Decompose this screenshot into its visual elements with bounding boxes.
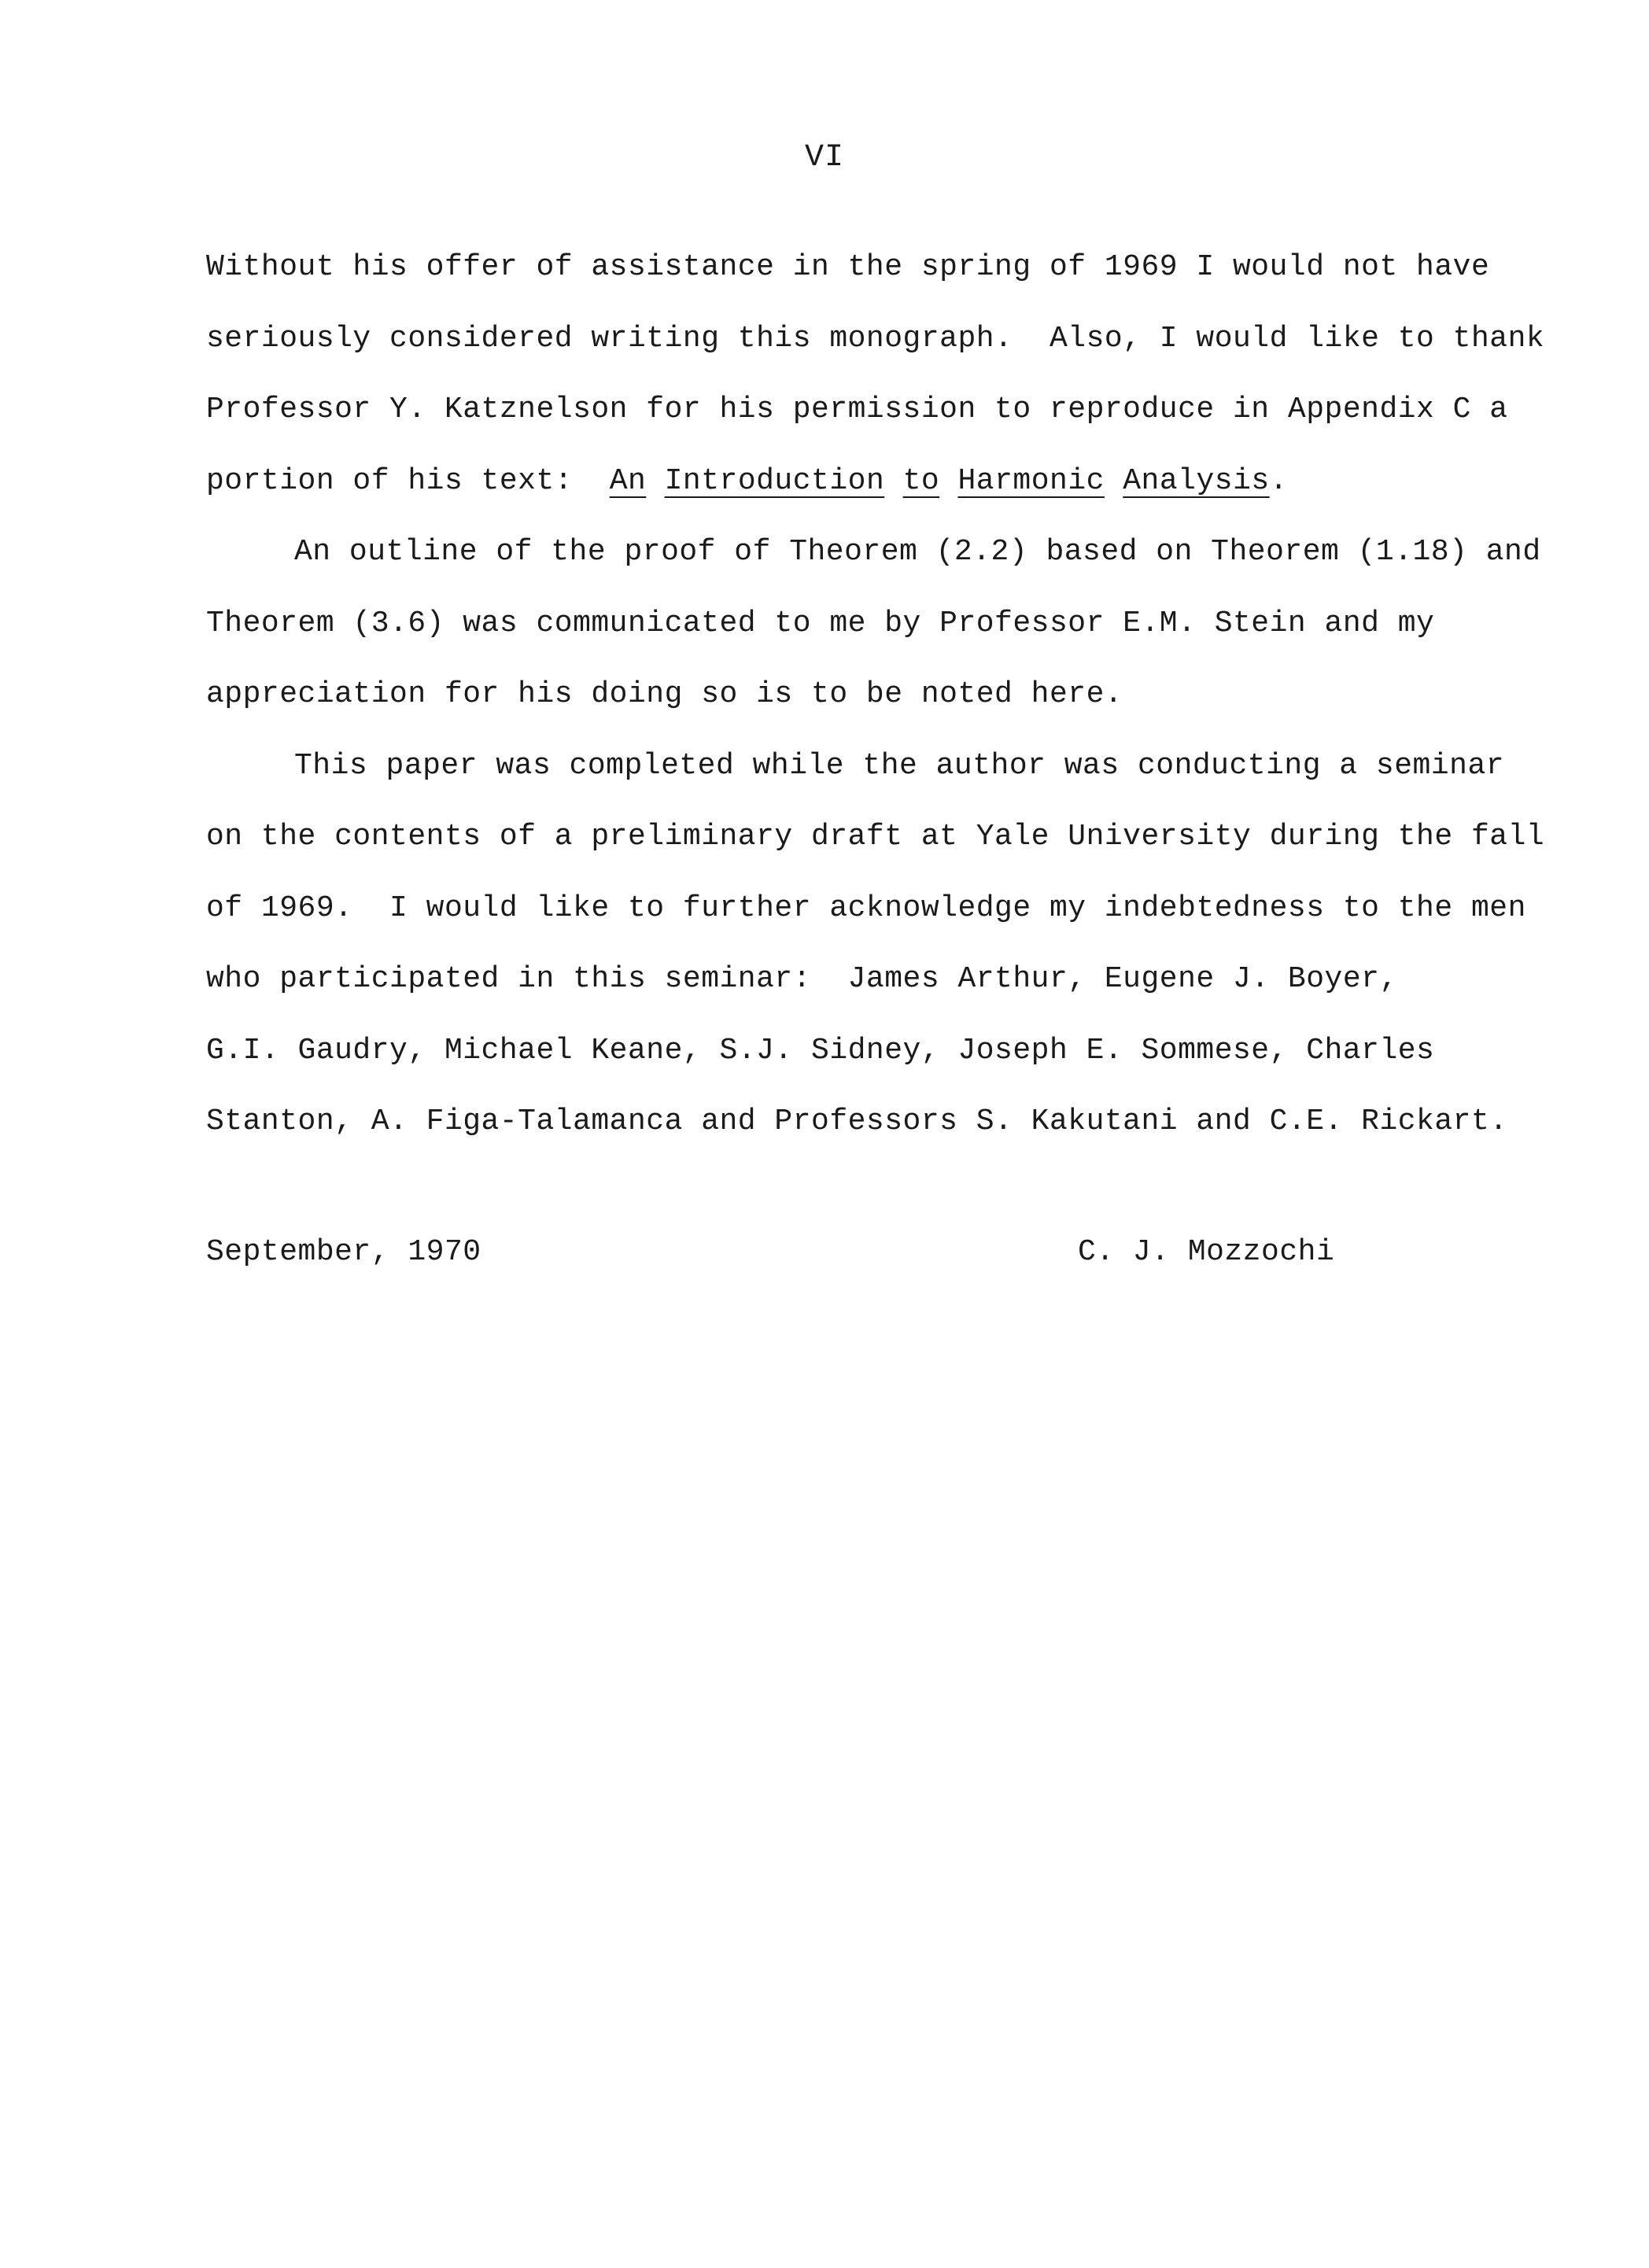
- preface-body: [206, 245, 1545, 1171]
- text-line: Stanton, A. Figa-Talamanca and Professors S. Kakutani and C.E. Rickart.: [206, 1104, 1508, 1138]
- page-number: VI: [804, 140, 844, 175]
- text-line: on the contents of a preliminary draft at Yale University during the fall: [206, 820, 1545, 854]
- signoff-author: C. J. Mozzochi: [1078, 1235, 1335, 1269]
- signoff: [206, 1230, 1496, 1274]
- signoff-date: September, 1970: [206, 1235, 481, 1269]
- text-line: Theorem (3.6) was communicated to me by Professor E.M. Stein and my: [206, 606, 1435, 640]
- line-suffix: .: [1269, 463, 1288, 498]
- book-title-word: An: [609, 463, 647, 498]
- book-title-word: to: [902, 463, 940, 498]
- book-title-word: Harmonic: [957, 463, 1105, 498]
- book-title-word: Analysis: [1123, 463, 1270, 498]
- text-line: appreciation for his doing so is to be noted here.: [206, 677, 1123, 711]
- book-title-word: Introduction: [664, 463, 885, 498]
- text-line: Professor Y. Katznelson for his permission to reproduce in Appendix C a: [206, 393, 1508, 426]
- line-prefix: portion of his text:: [206, 463, 610, 498]
- text-line: of 1969. I would like to further acknowledge my indebtedness to the men: [206, 891, 1526, 925]
- text-line: who participated in this seminar: James Arthur, Eugene J. Boyer,: [206, 962, 1398, 996]
- text-line: seriously considered writing this monograph. Also, I would like to thank: [206, 321, 1545, 356]
- text-line: An outline of the proof of Theorem (2.2) based on Theorem (1.18) and: [294, 535, 1541, 569]
- text-line: G.I. Gaudry, Michael Keane, S.J. Sidney, Joseph E. Sommese, Charles: [206, 1033, 1435, 1068]
- text-line: This paper was completed while the author was conducting a seminar: [294, 748, 1505, 783]
- text-line: Without his offer of assistance in the spring of 1969 I would not have: [206, 250, 1490, 284]
- text-line-with-title: [206, 459, 1496, 531]
